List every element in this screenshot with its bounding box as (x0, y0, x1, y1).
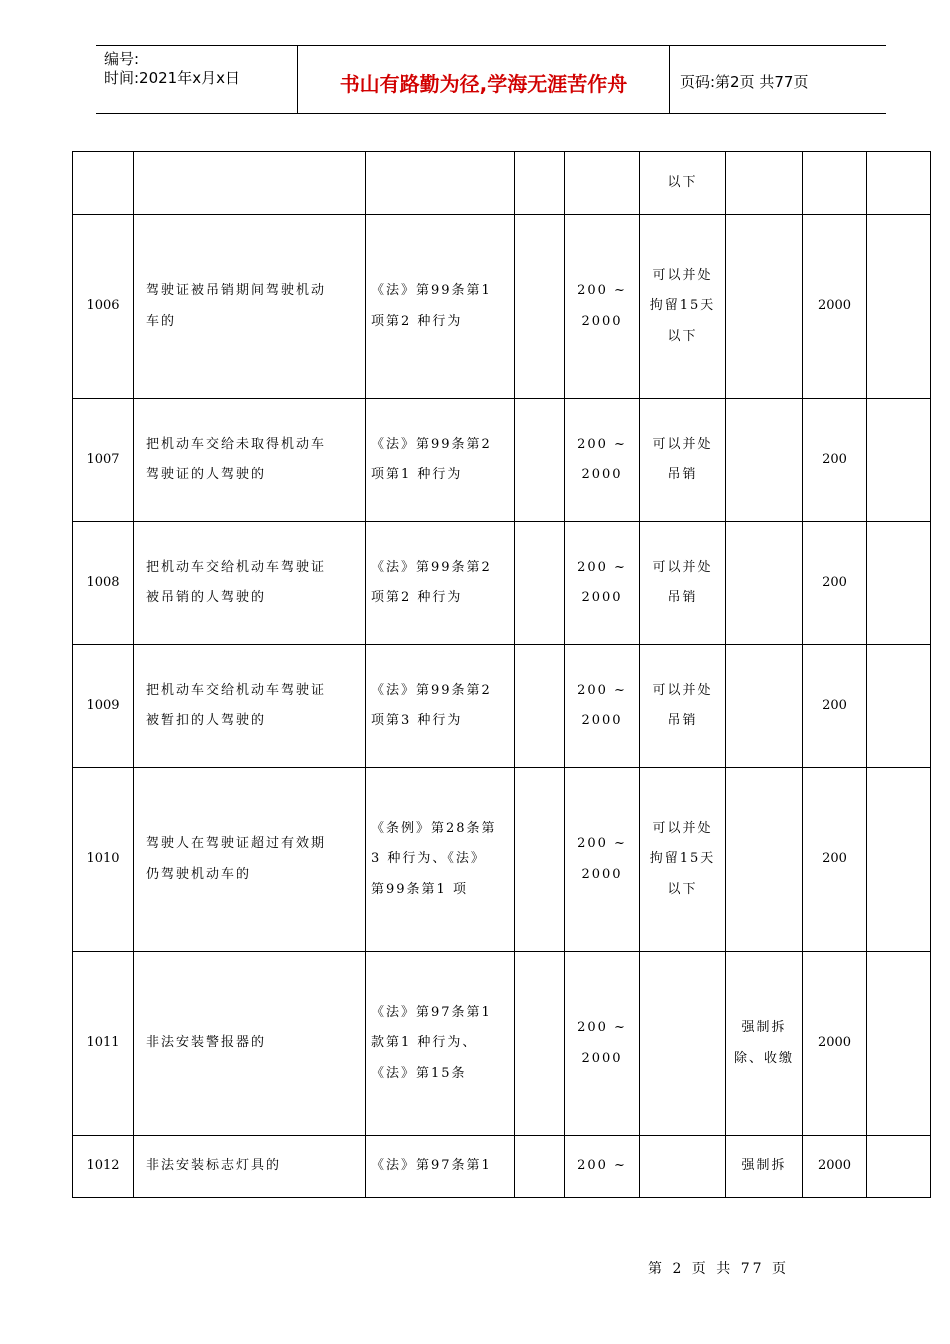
cell-legal-basis-line: 《法》第99条第1 (371, 283, 492, 298)
header-motto: 书山有路勤为径,学海无涯苦作舟 (339, 72, 628, 96)
cell-blank (515, 768, 565, 952)
doc-date-label: 时间:2021年x月x日 (104, 69, 240, 87)
cell-fine-amount (803, 152, 867, 215)
cell-enforcement (726, 215, 803, 399)
cell-legal-basis (366, 522, 515, 645)
cell-additional-penalty-line: 吊销 (667, 713, 698, 728)
cell-additional-penalty-line: 可以并处 (652, 267, 713, 283)
cell-additional-penalty-line: 可以并处 (652, 436, 713, 452)
cell-fine-range (565, 215, 640, 399)
cell-blank (867, 152, 931, 215)
cell-blank (515, 1136, 565, 1198)
cell-enforcement (726, 1136, 803, 1198)
cell-code (73, 152, 134, 215)
cell-code (73, 522, 134, 645)
cell-description (134, 1136, 366, 1198)
cell-legal-basis-line: 款第1 种行为、 (371, 1035, 478, 1051)
cell-additional-penalty (640, 399, 726, 522)
cell-blank (515, 215, 565, 399)
doc-number-label: 编号: (104, 50, 140, 68)
cell-additional-penalty (640, 522, 726, 645)
cell-code-line: 1010 (86, 851, 120, 867)
cell-legal-basis (366, 152, 515, 215)
cell-fine-amount-line: 200 (822, 851, 847, 867)
cell-legal-basis-line: 《法》第15条 (371, 1065, 467, 1081)
cell-code-line: 1012 (86, 1158, 120, 1174)
cell-legal-basis-line: 项第1 种行为 (371, 467, 463, 482)
cell-enforcement-line: 强制拆 (741, 1158, 787, 1174)
cell-blank (515, 522, 565, 645)
cell-fine-range-line: 200 ~ (577, 682, 627, 698)
cell-legal-basis-line: 项第3 种行为 (371, 713, 463, 728)
cell-description-line: 把机动车交给机动车驾驶证 (146, 559, 327, 575)
cell-enforcement (726, 399, 803, 522)
cell-fine-amount-line: 2000 (817, 1035, 852, 1051)
cell-additional-penalty-line: 可以并处 (652, 682, 713, 698)
cell-enforcement-line: 强制拆 (741, 1020, 787, 1035)
cell-fine-amount (803, 768, 867, 952)
cell-legal-basis-line: 3 种行为、《法》 (371, 851, 486, 867)
cell-description-line: 把机动车交给未取得机动车 (146, 436, 327, 452)
cell-additional-penalty (640, 768, 726, 952)
cell-description-line: 非法安装警报器的 (146, 1035, 267, 1051)
cell-blank (867, 399, 931, 522)
cell-description (134, 952, 366, 1136)
header-divider (669, 45, 670, 113)
cell-legal-basis-line: 《法》第97条第1 (371, 1158, 492, 1174)
cell-additional-penalty (640, 215, 726, 399)
cell-fine-range-line: 2000 (581, 713, 623, 728)
cell-additional-penalty-line: 可以并处 (652, 820, 713, 836)
cell-blank (867, 952, 931, 1136)
cell-legal-basis-line: 《法》第97条第1 (371, 1004, 492, 1020)
cell-description-line: 被暂扣的人驾驶的 (146, 713, 267, 728)
cell-description (134, 645, 366, 768)
header-top-rule (96, 45, 886, 46)
cell-enforcement (726, 952, 803, 1136)
table-row (73, 768, 931, 952)
header-bottom-rule (96, 113, 886, 114)
cell-fine-range-line: 2000 (581, 590, 623, 605)
cell-description-line: 车的 (146, 313, 177, 329)
cell-blank (867, 522, 931, 645)
cell-description (134, 399, 366, 522)
cell-fine-range-line: 2000 (581, 467, 623, 482)
cell-code-line: 1011 (86, 1035, 120, 1051)
cell-additional-penalty-line: 吊销 (667, 467, 698, 482)
table-row (73, 399, 931, 522)
cell-additional-penalty (640, 1136, 726, 1198)
cell-blank (515, 152, 565, 215)
cell-legal-basis-line: 《条例》第28条第 (371, 820, 497, 836)
cell-description-line: 驾驶证的人驾驶的 (146, 467, 267, 482)
cell-code-line: 1008 (86, 574, 120, 590)
cell-code (73, 399, 134, 522)
violation-table (72, 151, 931, 1198)
cell-fine-range (565, 399, 640, 522)
table-row (73, 1136, 931, 1198)
cell-fine-amount-line: 200 (822, 697, 847, 713)
page-footer: 第 2 页 共 77 页 (648, 1261, 789, 1277)
cell-fine-range (565, 152, 640, 215)
cell-additional-penalty-line: 以下 (667, 174, 698, 190)
cell-fine-range-line: 200 ~ (577, 436, 627, 452)
cell-description (134, 215, 366, 399)
cell-additional-penalty-line: 拘留15天 (649, 298, 716, 314)
cell-fine-range-line: 200 ~ (577, 1158, 627, 1174)
cell-fine-range-line: 200 ~ (577, 283, 627, 298)
cell-fine-amount (803, 399, 867, 522)
table-row (73, 952, 931, 1136)
cell-fine-amount-line: 200 (822, 574, 847, 590)
cell-description-line: 被吊销的人驾驶的 (146, 590, 267, 605)
cell-description (134, 522, 366, 645)
cell-additional-penalty-line: 吊销 (667, 590, 698, 605)
cell-fine-amount-line: 2000 (817, 1158, 852, 1174)
cell-legal-basis (366, 768, 515, 952)
cell-additional-penalty (640, 152, 726, 215)
cell-blank (867, 1136, 931, 1198)
cell-fine-range (565, 952, 640, 1136)
cell-legal-basis (366, 399, 515, 522)
cell-additional-penalty-line: 拘留15天 (649, 851, 716, 867)
cell-additional-penalty (640, 645, 726, 768)
cell-additional-penalty-line: 以下 (667, 328, 698, 344)
cell-blank (515, 645, 565, 768)
cell-additional-penalty-line: 可以并处 (652, 559, 713, 575)
cell-fine-range-line: 2000 (581, 866, 623, 882)
cell-fine-amount-line: 2000 (817, 298, 852, 314)
cell-legal-basis-line: 第99条第1 项 (371, 881, 468, 897)
cell-fine-amount (803, 952, 867, 1136)
cell-fine-amount (803, 1136, 867, 1198)
cell-description-line: 仍驾驶机动车的 (146, 866, 252, 882)
cell-description-line: 驾驶证被吊销期间驾驶机动 (146, 283, 327, 298)
cell-legal-basis (366, 645, 515, 768)
cell-legal-basis (366, 215, 515, 399)
cell-fine-range (565, 1136, 640, 1198)
table-row (73, 152, 931, 215)
cell-blank (867, 768, 931, 952)
cell-blank (515, 399, 565, 522)
cell-description (134, 152, 366, 215)
cell-fine-range-line: 200 ~ (577, 559, 627, 575)
cell-legal-basis-line: 项第2 种行为 (371, 313, 463, 329)
cell-blank (515, 952, 565, 1136)
cell-code (73, 768, 134, 952)
cell-description-line: 把机动车交给机动车驾驶证 (146, 682, 327, 698)
cell-fine-range-line: 2000 (581, 313, 623, 329)
header-page-label: 页码:第2页 共77页 (680, 73, 809, 91)
cell-legal-basis-line: 《法》第99条第2 (371, 682, 492, 698)
cell-enforcement (726, 522, 803, 645)
cell-fine-range (565, 645, 640, 768)
table-row (73, 645, 931, 768)
cell-fine-range-line: 200 ~ (577, 1020, 627, 1035)
cell-blank (867, 215, 931, 399)
cell-code-line: 1007 (86, 451, 120, 467)
cell-enforcement (726, 768, 803, 952)
cell-fine-amount (803, 215, 867, 399)
cell-code-line: 1009 (86, 697, 120, 713)
cell-description-line: 驾驶人在驾驶证超过有效期 (146, 836, 327, 851)
cell-description (134, 768, 366, 952)
cell-enforcement (726, 645, 803, 768)
cell-additional-penalty-line: 以下 (667, 881, 698, 897)
cell-code (73, 1136, 134, 1198)
cell-code (73, 645, 134, 768)
cell-fine-range (565, 768, 640, 952)
cell-fine-amount (803, 645, 867, 768)
cell-legal-basis-line: 项第2 种行为 (371, 590, 463, 605)
cell-legal-basis-line: 《法》第99条第2 (371, 436, 492, 452)
cell-legal-basis (366, 1136, 515, 1198)
cell-fine-range (565, 522, 640, 645)
cell-fine-amount (803, 522, 867, 645)
cell-additional-penalty (640, 952, 726, 1136)
cell-legal-basis (366, 952, 515, 1136)
cell-fine-range-line: 200 ~ (577, 836, 627, 851)
table-row (73, 215, 931, 399)
table-row (73, 522, 931, 645)
cell-enforcement (726, 152, 803, 215)
cell-enforcement-line: 除、收缴 (733, 1050, 794, 1066)
cell-legal-basis-line: 《法》第99条第2 (371, 559, 492, 575)
cell-code (73, 952, 134, 1136)
cell-fine-amount-line: 200 (822, 451, 847, 467)
cell-code (73, 215, 134, 399)
cell-fine-range-line: 2000 (581, 1050, 623, 1066)
cell-blank (867, 645, 931, 768)
cell-description-line: 非法安装标志灯具的 (146, 1158, 282, 1174)
cell-code-line: 1006 (86, 298, 120, 314)
